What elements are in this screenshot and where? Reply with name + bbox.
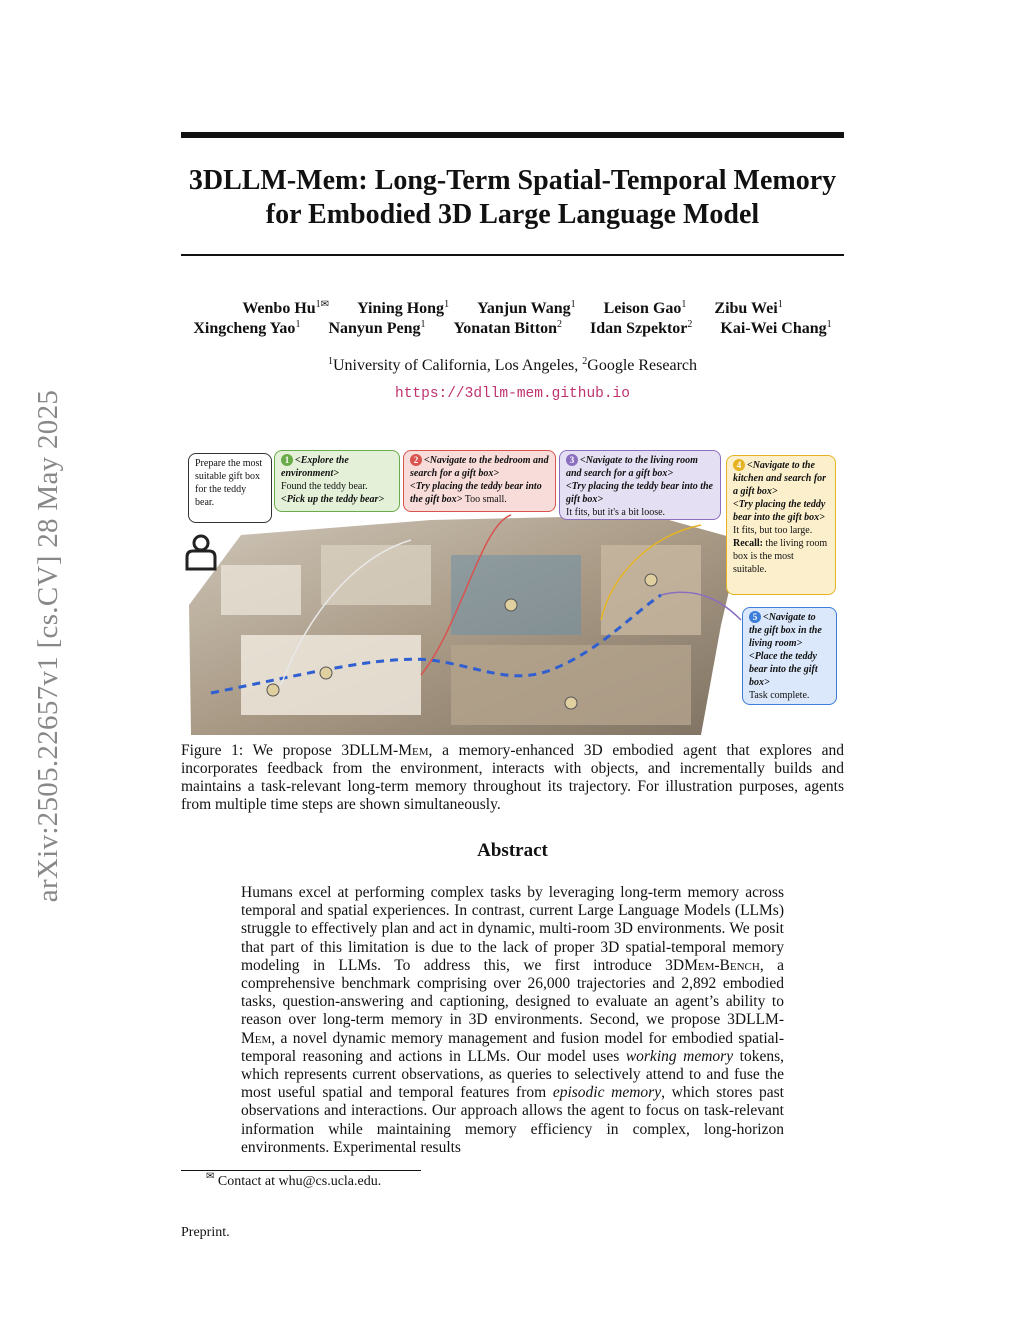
step-number-badge: 1	[281, 454, 293, 466]
step-3-bubble: 3 <Navigate to the living room and search for a gift box> <Try placing the teddy bear into the gift box> It fits, but it's a bit loose.	[559, 450, 721, 520]
step-1-bubble: 1 <Explore the environment> Found the teddy bear. <Pick up the teddy bear>	[274, 450, 400, 512]
title-line-1: 3DLLM-Mem: Long-Term Spatial-Temporal Memory	[188, 165, 837, 196]
author: Yonatan Bitton$^2$	[453, 319, 563, 337]
step-2-bubble: 2 <Navigate to the bedroom and search for a gift box> <Try placing the teddy bear into the gift box> Too small.	[403, 450, 556, 512]
step-number-badge: 4	[733, 459, 745, 471]
step-number-badge: 3	[566, 454, 578, 466]
room-kitchen	[601, 545, 701, 635]
title-top-rule	[181, 132, 844, 138]
author-row-1	[150, 300, 875, 318]
room-bedroom	[221, 565, 301, 615]
author: Yanjun Wang$^1$	[477, 299, 576, 317]
task-instruction-bubble: Prepare the most suitable gift box for the teddy bear.	[188, 453, 272, 523]
footnote: ✉ Contact at whu@cs.ucla.edu.	[206, 1171, 382, 1189]
author: Nanyun Peng$^1$	[328, 319, 426, 337]
author: Wenbo $Hu^{1✉}$	[242, 299, 330, 317]
author: Leison Gao$^1$	[603, 299, 687, 317]
author: Yining Hong$^1$	[357, 299, 450, 317]
figure-caption: Figure 1: We propose 3DLLM-Mem, a memory-enhanced 3D embodied agent that explores and incorporates feedback from the environment, interacts with objects, and incrementally builds and maintains a task-relevant long-term memory throughout its trajectory. For illustration purposes, agents from multiple time steps are shown simultaneously.	[181, 742, 844, 813]
abstract-body: Humans excel at performing complex tasks by leveraging long-term memory across temporal and spatial experiences. In contrast, current Large Language Models (LLMs) struggle to effectively plan and act in dynamic, multi-room 3D environments. We posit that part of this limitation is due to the lack of proper 3D spatial-temporal memory modeling in LLMs. To address this, we first introduce 3DMem-Bench, a comprehensive benchmark comprising over 26,000 trajectories and 2,892 embodied tasks, question-answering and captioning, designed to evaluate an agent’s ability to reason over long-term memory in 3D environments. Second, we propose 3DLLM-Mem, a novel dynamic memory management and fusion model for embodied spatial-temporal reasoning and actions in LLMs. Our model uses working memory tokens, which represents current observations, as queries to selectively attend to and fuse the most useful spatial and temporal features from episodic memory, which stores past observations and interactions. Our approach allows the agent to focus on task-relevant information while maintaining memory efficiency in complex, long-horizon environments. Experimental results	[241, 884, 785, 1156]
agent-robot	[565, 697, 577, 709]
author: Idan Szpektor$^2$	[590, 319, 693, 337]
step-number-badge: 2	[410, 454, 422, 466]
title-bottom-rule	[181, 254, 844, 256]
footnote-rule	[181, 1170, 421, 1171]
agent-robot	[645, 574, 657, 586]
author: Xingcheng Yao$^1$	[193, 319, 301, 337]
agent-robot	[505, 599, 517, 611]
author: Kai-Wei Chang$^1$	[720, 319, 832, 337]
paper-title	[150, 164, 875, 232]
agent-robot	[267, 684, 279, 696]
figure-1	[181, 445, 844, 735]
agent-robot	[320, 667, 332, 679]
title-line-2: for Embodied 3D Large Language Model	[265, 199, 760, 230]
step-number-badge: 5	[749, 611, 761, 623]
room-dining	[451, 645, 691, 725]
author: Zibu Wei$^1$	[714, 299, 783, 317]
room-living	[451, 555, 581, 635]
step-4-bubble: 4 <Navigate to the kitchen and search for a gift box> <Try placing the teddy bear into the gift box> It fits, but too large. Recall: the living room box is the most suitable.	[726, 455, 836, 595]
affiliations: $^1$University of California, Los Angeles, $^2$Google Research	[327, 356, 698, 374]
abstract-heading: Abstract	[477, 840, 548, 861]
project-url-link[interactable]: https://3dllm-mem.github.io	[395, 386, 630, 402]
user-icon	[187, 536, 215, 569]
arxiv-side-label: arXiv:2505.22657v1 [cs.CV] 28 May 2025	[32, 389, 64, 903]
room-bedroom-2	[321, 545, 431, 605]
author-row-2	[150, 320, 875, 338]
preprint-label: Preprint.	[181, 1225, 230, 1240]
step-5-bubble: 5 <Navigate to the gift box in the living room> <Place the teddy bear into the gift box> Task complete.	[742, 607, 837, 705]
